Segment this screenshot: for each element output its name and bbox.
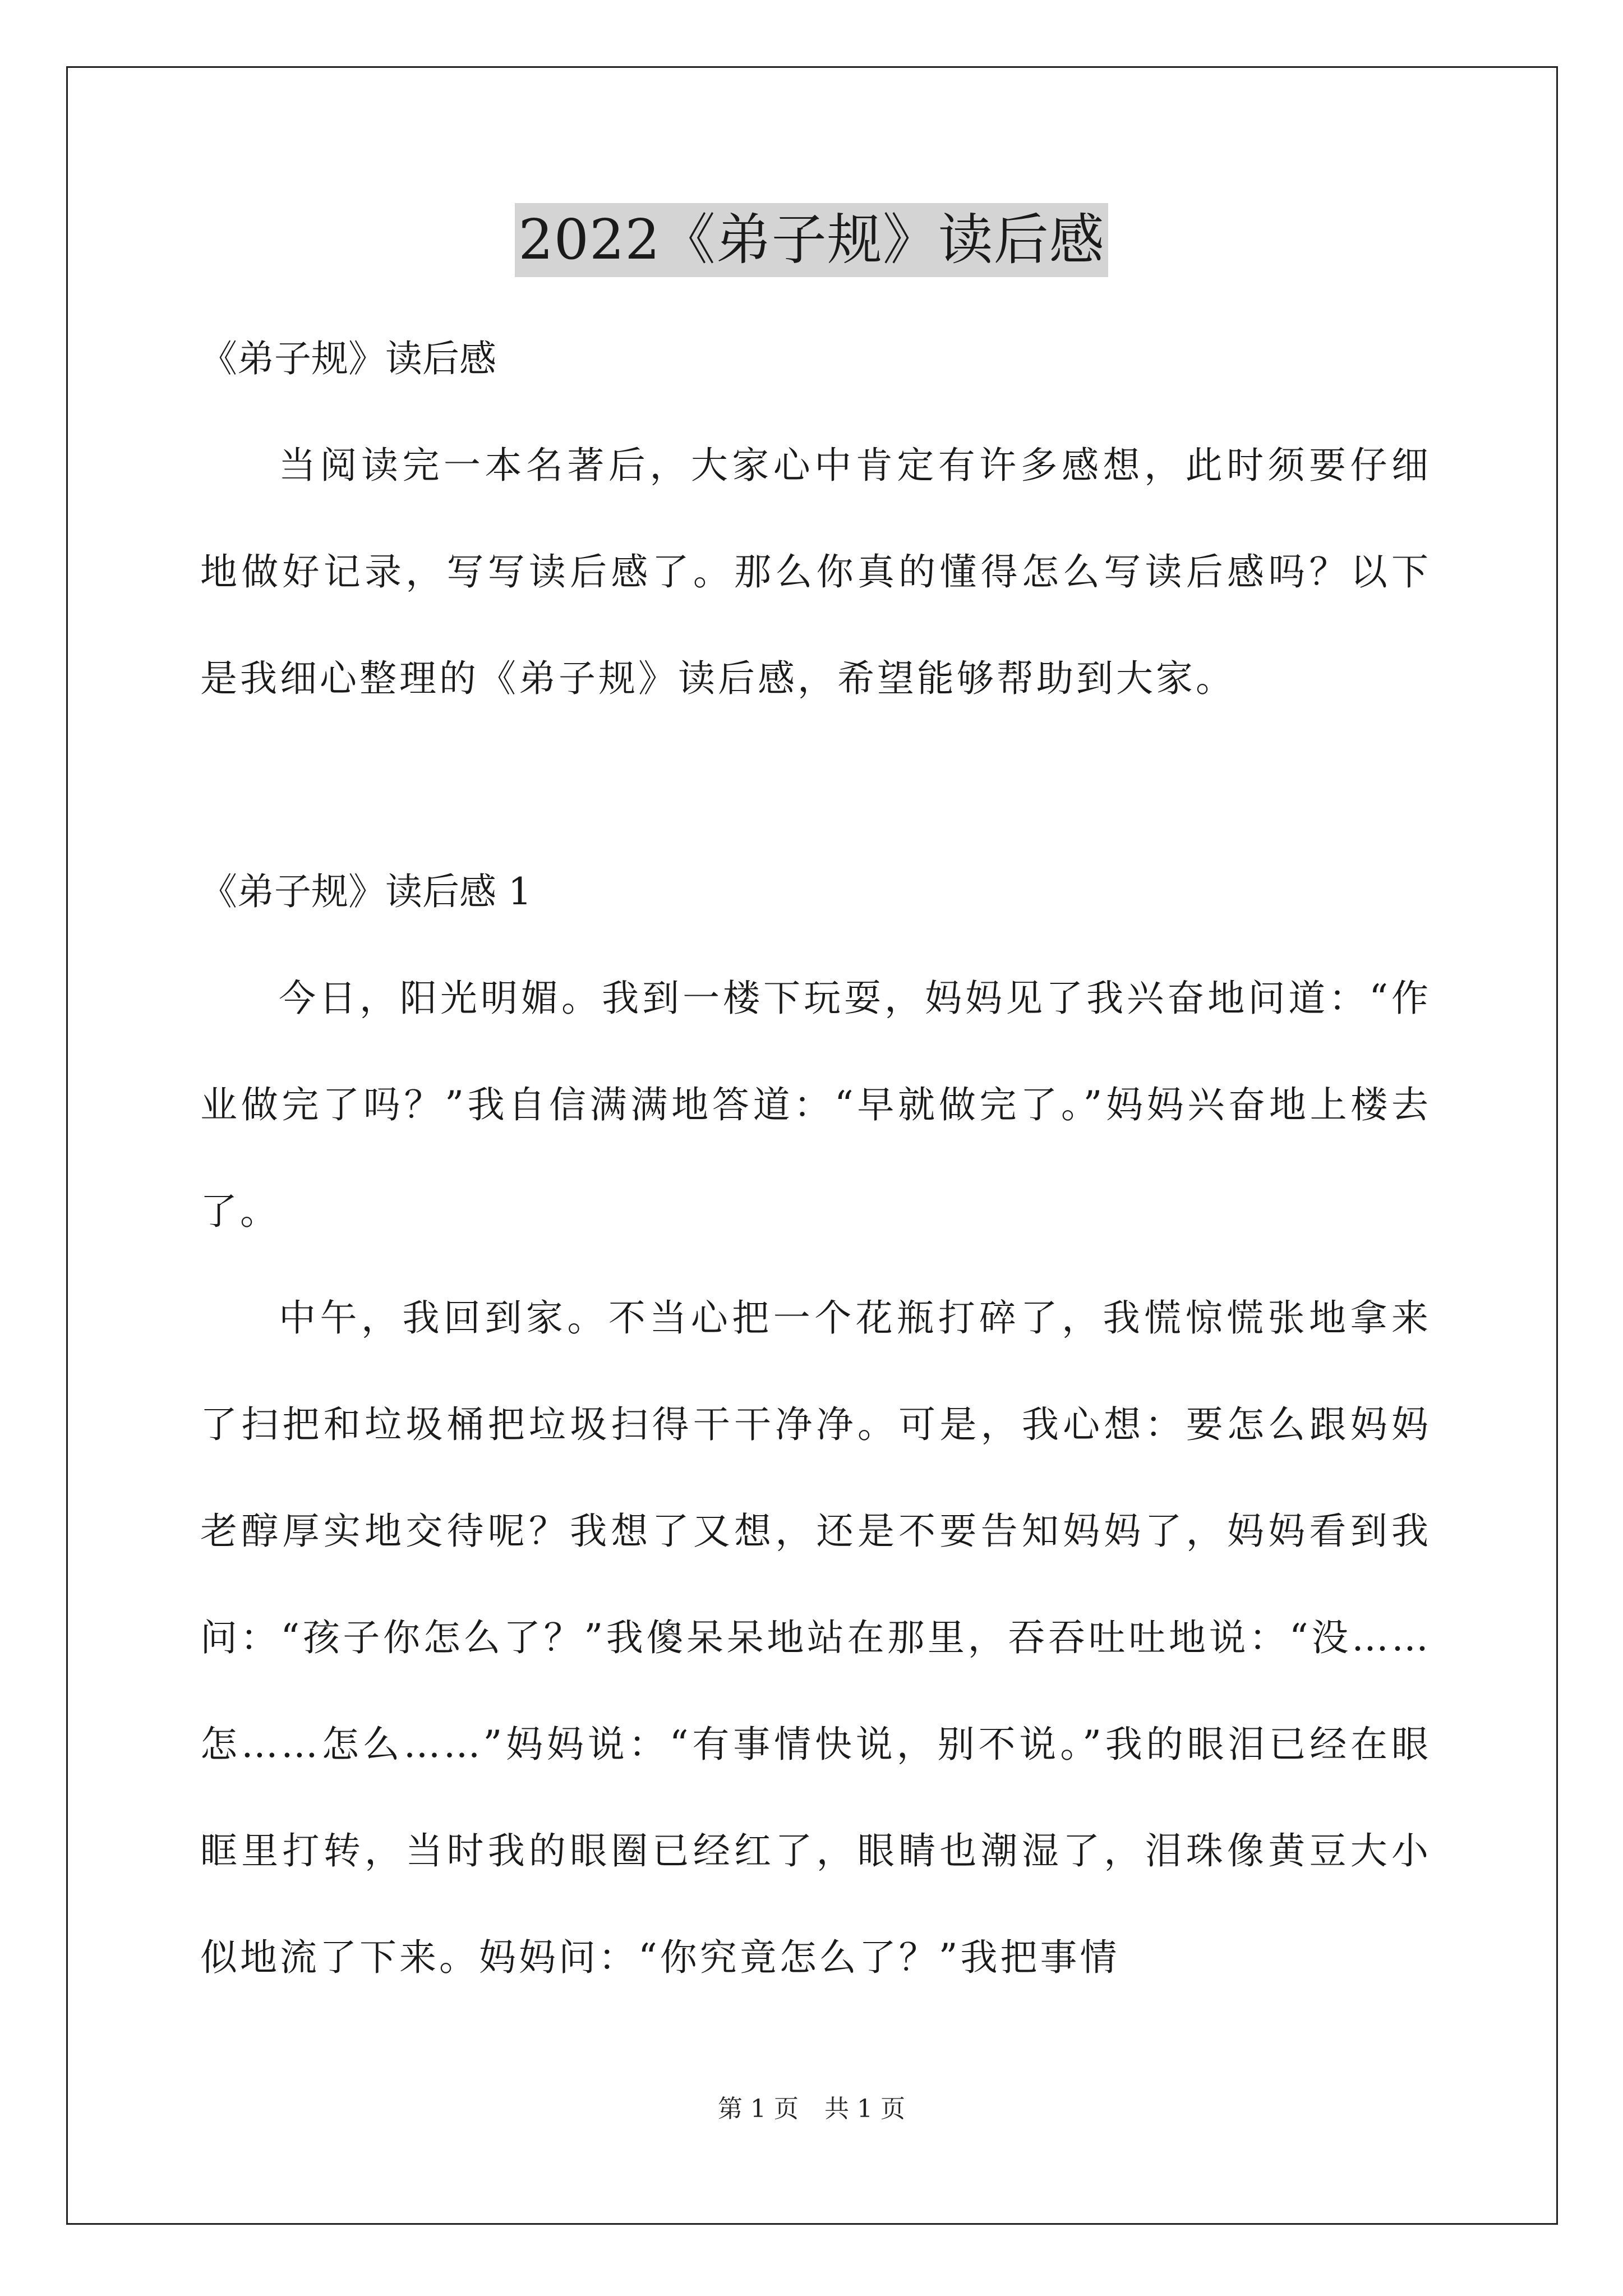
body-paragraph: 今日，阳光明媚。我到一楼下玩耍，妈妈见了我兴奋地问道：“作业做完了吗？”我自信满满地答道：“早就做完了。”妈妈兴奋地上楼去了。 xyxy=(200,977,1431,1233)
page-total: 共 1 页 xyxy=(824,2095,905,2123)
section-heading: 《弟子规》读后感 1 xyxy=(200,870,532,913)
document-body xyxy=(200,306,1431,2011)
document-subtitle: 《弟子规》读后感 xyxy=(200,337,496,380)
body-paragraph: 中午，我回到家。不当心把一个花瓶打碎了，我慌惊慌张地拿来了扫把和垃圾桶把垃圾扫得干干净净。可是，我心想：要怎么跟妈妈老醇厚实地交待呢？我想了又想，还是不要告知妈妈了，妈妈看到我问：“孩子你怎么了？”我傻呆呆地站在那里，吞吞吐吐地说：“没……怎……怎么……”妈妈说：“有事情快说，别不说。”我的眼泪已经在眼眶里打转，当时我的眼圈已经红了，眼睛也潮湿了，泪珠像黄豆大小似地流了下来。妈妈问：“你究竟怎么了？”我把事情 xyxy=(200,1296,1431,1979)
document-title: 2022《弟子规》读后感 xyxy=(515,203,1108,277)
paragraph-spacer xyxy=(200,732,1431,839)
intro-paragraph: 当阅读完一本名著后，大家心中肯定有许多感想，此时须要仔细地做好记录，写写读后感了。那么你真的懂得怎么写读后感吗？以下是我细心整理的《弟子规》读后感，希望能够帮助到大家。 xyxy=(200,444,1431,700)
title-area xyxy=(0,203,1623,277)
page-footer xyxy=(0,2092,1623,2126)
page-number: 第 1 页 xyxy=(718,2095,799,2123)
